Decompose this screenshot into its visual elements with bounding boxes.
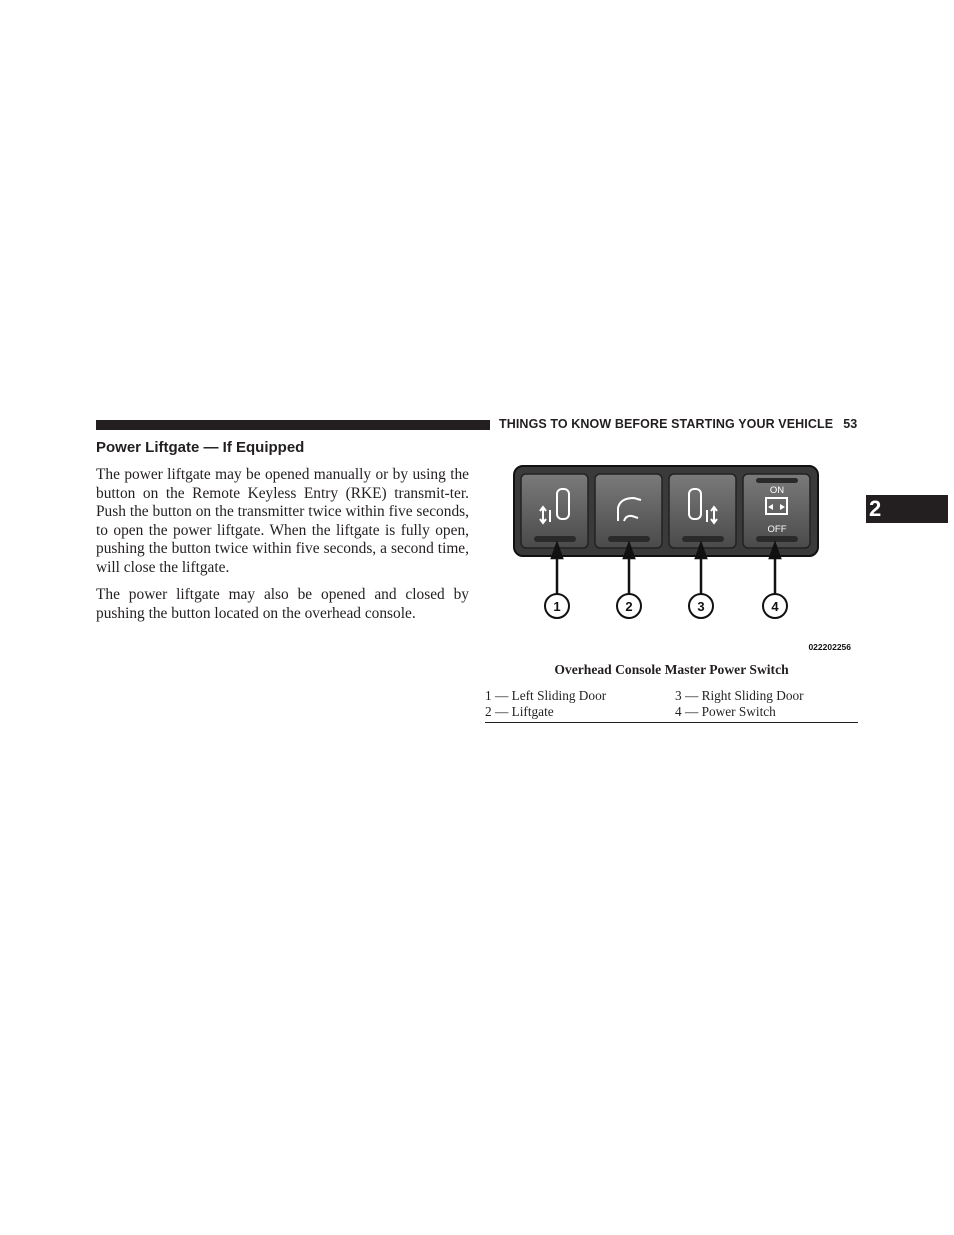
- left-sliding-door-button[interactable]: [521, 474, 588, 548]
- legend-item-left-sliding-door: 1 — Left Sliding Door: [485, 688, 607, 703]
- callout-3: 3: [697, 599, 705, 614]
- callout-1: 1: [553, 599, 561, 614]
- chapter-tab: 2: [866, 495, 948, 523]
- legend-rule: [485, 722, 858, 723]
- figure-legend: [485, 688, 858, 719]
- figure-caption: Overhead Console Master Power Switch: [554, 662, 789, 677]
- right-sliding-door-button[interactable]: [669, 474, 736, 548]
- legend-row: [485, 704, 858, 720]
- legend-item-power-switch: 4 — Power Switch: [675, 703, 776, 719]
- running-head: [499, 417, 857, 431]
- switch-off-label: OFF: [767, 524, 787, 535]
- legend-item-liftgate: 2 — Liftgate: [485, 703, 554, 719]
- liftgate-button[interactable]: [595, 474, 662, 548]
- power-switch-button[interactable]: [743, 474, 810, 548]
- legend-item-right-sliding-door: 3 — Right Sliding Door: [675, 688, 804, 703]
- section-title: Power Liftgate — If Equipped: [96, 439, 305, 456]
- paragraph-1: The power liftgate may be opened manually or by using the button on the Remote Keyless Entry (RKE) transmit-ter. Push the button on the transmitter twice within five seconds, to open the power liftgate. When the liftgate is fully open, pushing the button twice within five seconds, a second time, will close the liftgate.: [96, 466, 469, 576]
- header-bar: [96, 420, 490, 430]
- console-illustration: [496, 458, 856, 658]
- switch-on-label: ON: [769, 485, 785, 496]
- callout-4: 4: [771, 599, 779, 614]
- paragraph-2: The power liftgate may also be opened and closed by pushing the button located on the overhead console.: [96, 586, 469, 622]
- running-head-text: THINGS TO KNOW BEFORE STARTING YOUR VEHICLE: [499, 417, 834, 431]
- callout-2: 2: [625, 599, 633, 614]
- page-number: 53: [843, 417, 858, 431]
- overhead-console-figure: [496, 458, 856, 658]
- image-code: 022202256: [808, 642, 851, 652]
- legend-row: [485, 688, 858, 704]
